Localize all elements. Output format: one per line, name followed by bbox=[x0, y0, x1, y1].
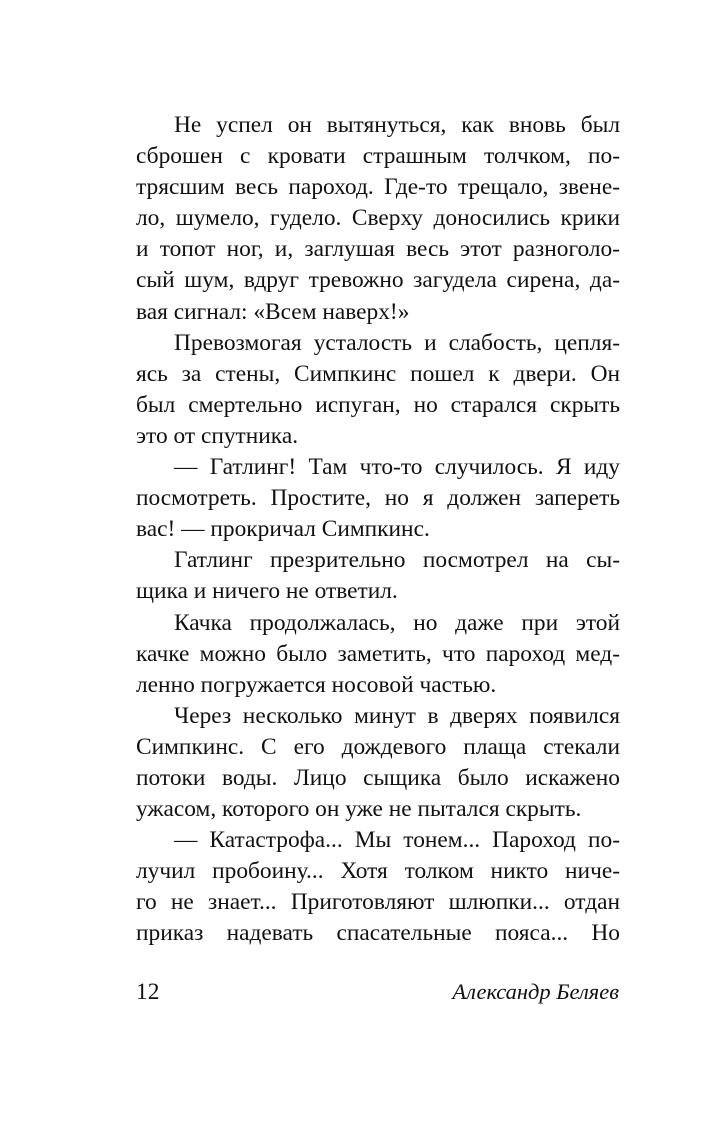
text-line: сброшен с кровати страшным толчком, по- bbox=[136, 143, 620, 170]
text-line: Превозмогая усталость и слабость, цепля- bbox=[174, 329, 620, 356]
text-line: Не успел он вытянуться, как вновь был bbox=[174, 112, 620, 138]
text-line: приказ надевать спасательные пояса... Но bbox=[136, 920, 620, 947]
text-line: потоки воды. Лицо сыщика было искажено bbox=[136, 764, 620, 791]
text-line: сый шум, вдруг тревожно загудела сирена, да- bbox=[136, 267, 620, 294]
text-line: — Катастрофа... Мы тонем... Пароход по- bbox=[174, 827, 620, 854]
text-line: посмотреть. Простите, но я должен запереть bbox=[136, 485, 620, 512]
paragraph bbox=[136, 545, 620, 607]
page-number: 12 bbox=[136, 979, 160, 1005]
paragraph bbox=[136, 701, 620, 825]
text-line: ло, шумело, гудело. Сверху доносились крики bbox=[136, 205, 620, 232]
text-line: ленно погружается носовой частью. bbox=[136, 671, 497, 698]
text-line: это от спутника. bbox=[136, 422, 299, 449]
paragraph bbox=[136, 328, 620, 452]
text-line: Симпкинс. С его дождевого плаща стекали bbox=[136, 733, 620, 760]
text-line: был смертельно испуган, но старался скрыть bbox=[136, 391, 620, 418]
text-line: вас! — прокричал Симпкинс. bbox=[136, 516, 430, 543]
text-line: трясшим весь пароход. Где-то трещало, звене- bbox=[136, 174, 620, 201]
text-line: качке можно было заметить, что пароход мед- bbox=[136, 640, 620, 667]
text-line: — Гатлинг! Там что-то случилось. Я иду bbox=[174, 454, 620, 481]
text-line: лучил пробоину... Хотя толком никто ниче- bbox=[136, 858, 620, 885]
text-line: Через несколько минут в дверях появился bbox=[174, 702, 620, 729]
paragraph bbox=[136, 825, 620, 949]
text-line: ясь за стены, Симпкинс пошел к двери. Он bbox=[136, 360, 620, 387]
text-line: го не знает... Приготовляют шлюпки... отдан bbox=[136, 889, 620, 916]
body-text bbox=[136, 110, 620, 950]
text-line: щика и ничего не ответил. bbox=[136, 578, 398, 605]
text-line: и топот ног, и, заглушая весь этот разноголо- bbox=[136, 236, 620, 263]
paragraph bbox=[136, 608, 620, 701]
running-footer-author: Александр Беляев bbox=[452, 979, 619, 1004]
paragraph bbox=[136, 110, 620, 328]
text-line: Качка продолжалась, но даже при этой bbox=[174, 609, 620, 636]
text-line: вая сигнал: «Всем наверх!» bbox=[136, 298, 410, 325]
paragraph bbox=[136, 452, 620, 545]
text-line: ужасом, которого он уже не пытался скрыть. bbox=[136, 796, 582, 823]
text-line: Гатлинг презрительно посмотрел на сы- bbox=[174, 547, 620, 574]
